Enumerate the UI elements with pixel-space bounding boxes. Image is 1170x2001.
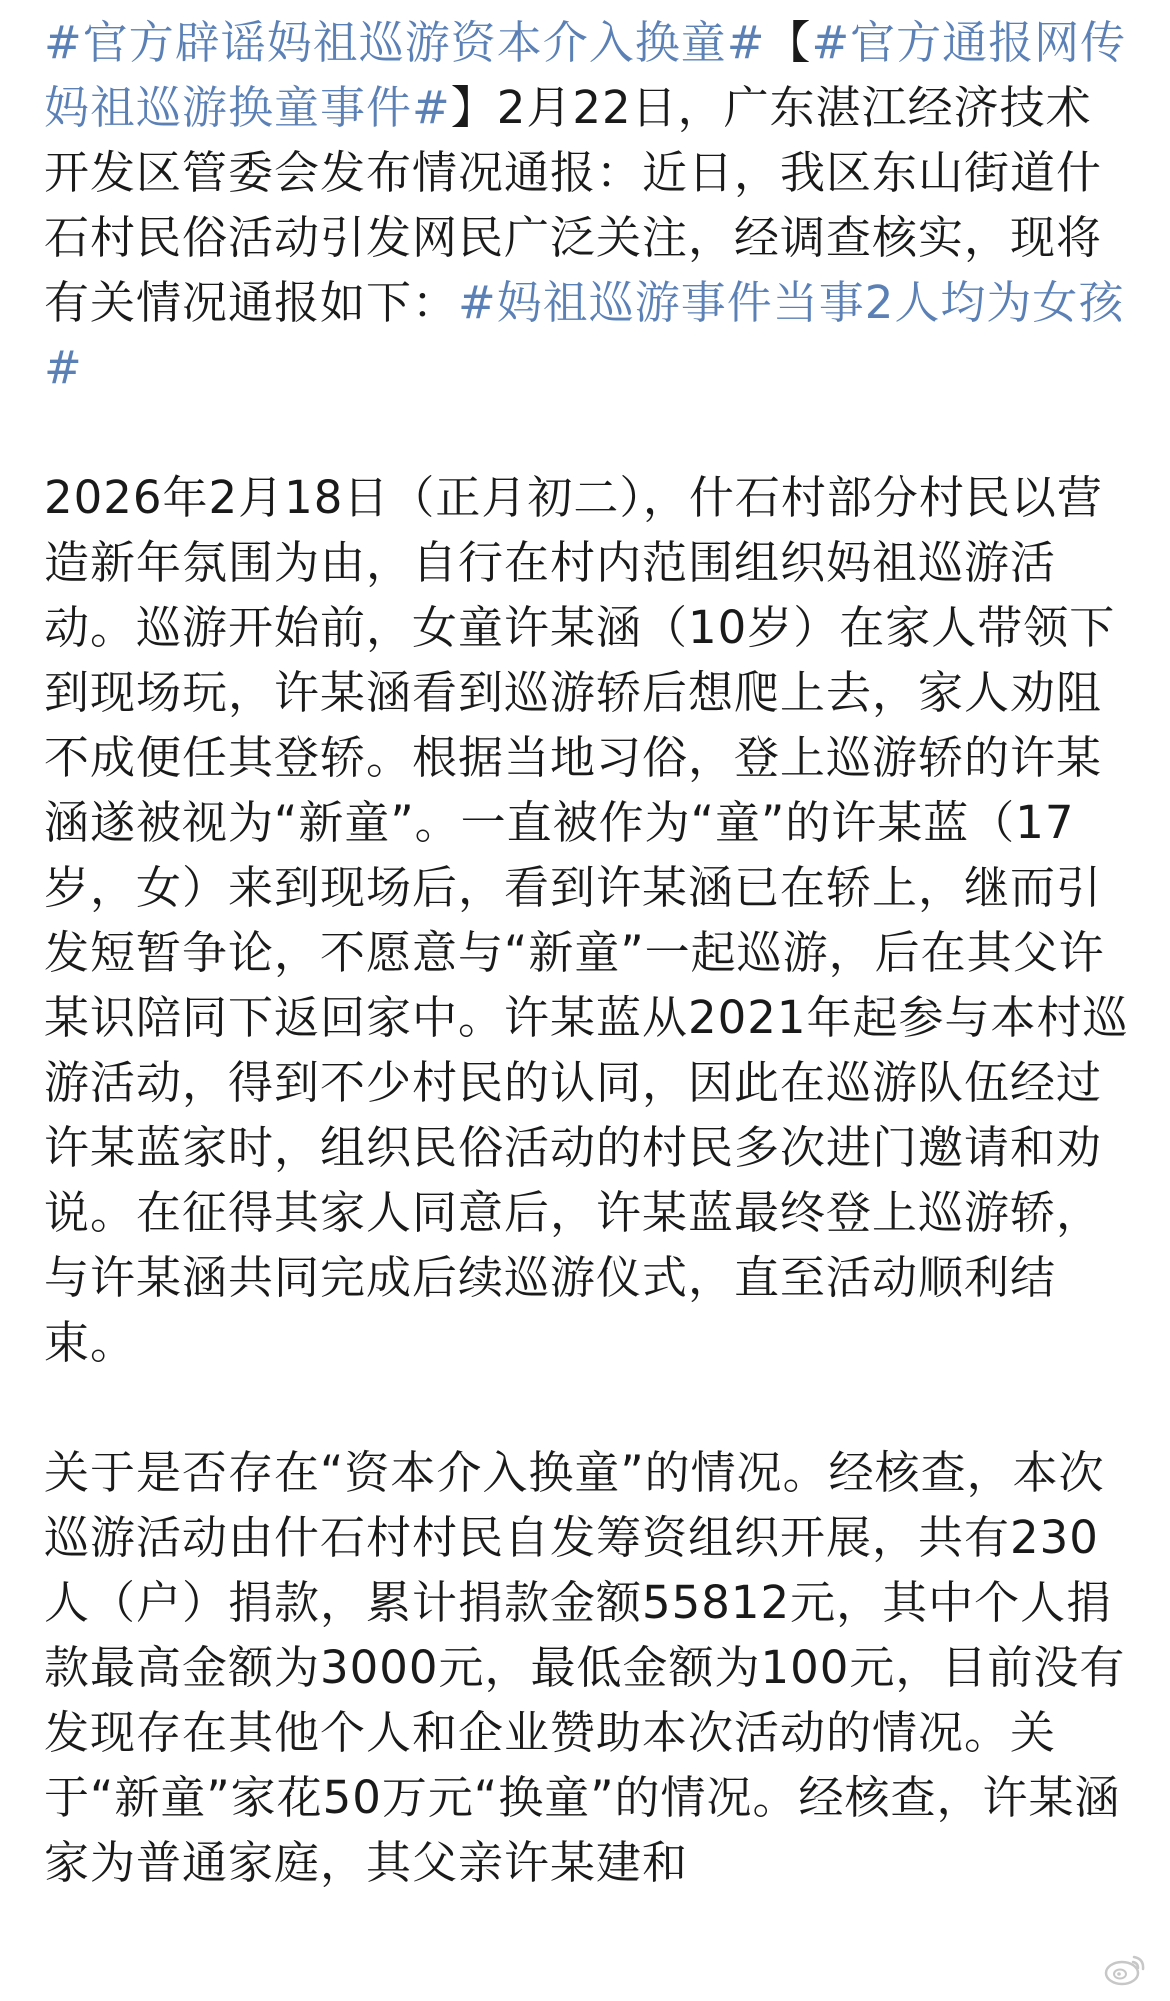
post-body bbox=[44, 10, 1134, 1895]
hashtag-link[interactable]: #妈祖巡游事件当事2人均为女孩# bbox=[44, 276, 1125, 394]
watermark bbox=[1104, 1947, 1154, 1991]
paragraph-capital bbox=[44, 1440, 1134, 1895]
hashtag-link[interactable]: #官方辟谣妈祖巡游资本介入换童# bbox=[44, 16, 766, 69]
intro-text: 】2月22日，广东湛江经济技术开发区管委会发布情况通报：近日，我区东山街道什石村民俗活动引发网民广泛关注，经调查核实，现将有关情况通报如下： bbox=[44, 81, 1103, 329]
paragraph-event bbox=[44, 465, 1134, 1375]
weibo-logo-icon bbox=[1104, 1951, 1148, 1987]
paragraph-intro bbox=[44, 10, 1134, 400]
event-text: 2026年2月18日（正月初二），什石村部分村民以营造新年氛围为由，自行在村内范围组织妈祖巡游活动。巡游开始前，女童许某涵（10岁）在家人带领下到现场玩，许某涵看到巡游轿后想爬上去，家人劝阻不成便任其登轿。根据当地习俗，登上巡游轿的许某涵遂被视为“新童”。一直被作为“童”的许某蓝（17岁，女）来到现场后，看到许某涵已在轿上，继而引发短暂争论，不愿意与“新童”一起巡游，后在其父许某识陪同下返回家中。许某蓝从2021年起参与本村巡游活动，得到不少村民的认同，因此在巡游队伍经过许某蓝家时，组织民俗活动的村民多次进门邀请和劝说。在征得其家人同意后，许某蓝最终登上巡游轿，与许某涵共同完成后续巡游仪式，直至活动顺利结束。 bbox=[44, 471, 1129, 1369]
capital-text: 关于是否存在“资本介入换童”的情况。经核查，本次巡游活动由什石村村民自发筹资组织开展，共有230人（户）捐款，累计捐款金额55812元，其中个人捐款最高金额为3000元，最低金额为100元，目前没有发现存在其他个人和企业赞助本次活动的情况。关于“新童”家花50万元“换童”的情况。经核查，许某涵家为普通家庭，其父亲许某建和 bbox=[44, 1446, 1126, 1889]
hashtag-link[interactable]: #官方通报网传妈祖巡游换童事件# bbox=[44, 16, 1127, 134]
bracket-open: 【 bbox=[765, 16, 812, 69]
